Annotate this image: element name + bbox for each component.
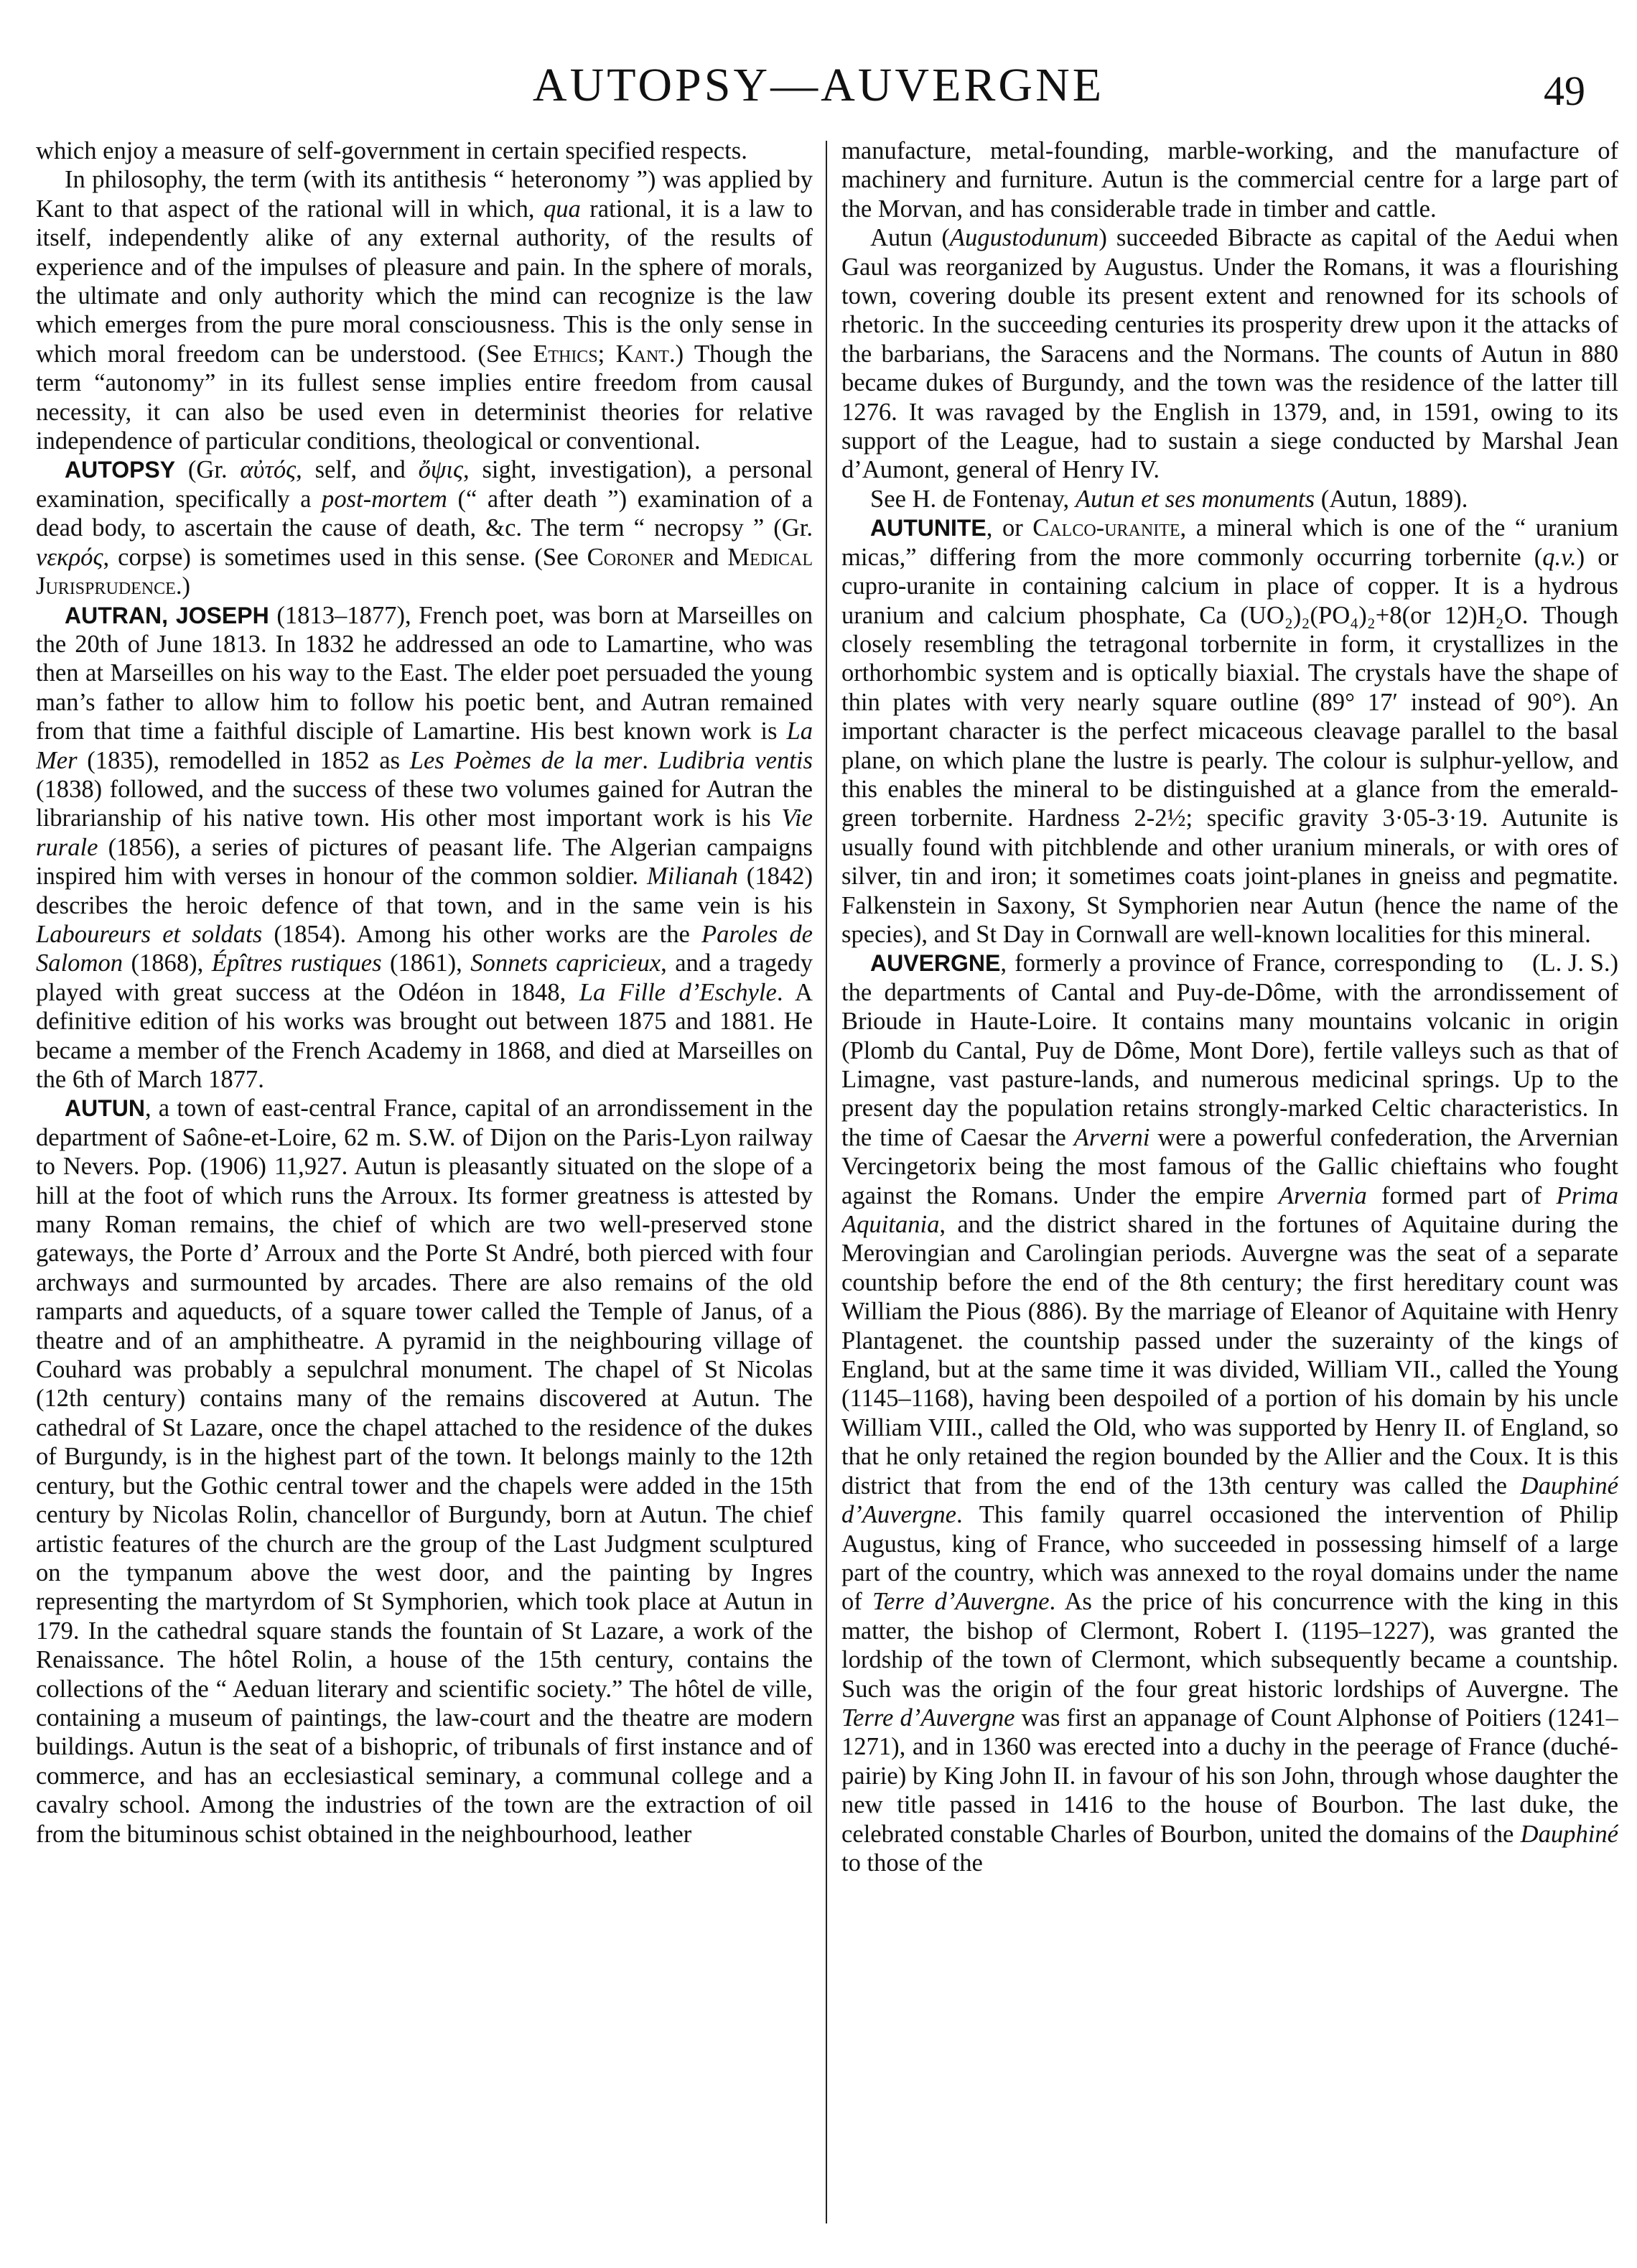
left-column xyxy=(36,136,813,2234)
page-header xyxy=(0,0,1637,122)
running-title: AUTOPSY—AUVERGNE xyxy=(532,59,1105,111)
entry-autun: AUTUN, a town of east-central France, capital of an arrondissement in the department of Saône-et-Loire, 62 m. S.W. of Dijon on the Paris-Lyon railway to Nevers. Pop. (1906) 11,927. Autun is pleasantly situated on the slope of a hill at the foot of which runs the Arroux. Its former greatness is attested by many Roman remains, the chief of which are two well-preserved stone gateways, the Porte d’ Arroux and the Porte St André, both pierced with four archways and surmounted by arcades. There are also remains of the old ramparts and aqueducts, of a square tower called the Temple of Janus, of a theatre and of an amphitheatre. A pyramid in the neighbouring village of Couhard was probably a sepulchral monument. The chapel of St Nicolas (12th century) contains many of the remains discovered at Autun. The cathedral of St Lazare, once the chapel attached to the residence of the dukes of Burgundy, is in the highest part of the town. It belongs mainly to the 12th century, but the Gothic central tower and the chapels were added in the 15th century by Nicolas Rolin, chancellor of Burgundy, born at Autun. The chief artistic features of the church are the group of the Last Judgment sculptured on the tympanum above the west door, and the painting by Ingres representing the martyrdom of St Symphorien, which took place at Autun in 179. In the cathedral square stands the fountain of St Lazare, a work of the Renaissance. The hôtel Rolin, a house of the 15th century, contains the collections of the “ Aeduan literary and scientific society.” The hôtel de ville, containing a museum of paintings, the law-court and the theatre are modern buildings. Autun is the seat of a bishopric, of tribunals of first instance and of commerce, and has an ecclesiastical seminary, a communal college and a cavalry school. Among the industries of the town are the extraction of oil from the bituminous schist obtained in the neighbourhood, leather xyxy=(36,1095,813,1848)
paragraph-autonomy-continued: which enjoy a measure of self-government in certain specified respects. xyxy=(36,137,747,164)
author-signature: (L. J. S.) xyxy=(1531,949,1618,977)
entry-autunite: AUTUNITE, or Calco-uranite, a mineral which is one of the “ uranium micas,” differing from the more commonly occurring torbernite (q.v.) or cupro-uranite in containing calcium in place of copper. It is a hydrous uranium and calcium phosphate, Ca (UO₂)₂(PO₄)₂+8(or 12)H₂O. Though closely resembling the tetragonal torbernite in form, it crystallizes in the orthorhombic system and is optically biaxial. The crystals have the shape of thin plates with very nearly square outline (89° 17′ instead of 90°). An important character is the perfect micaceous cleavage parallel to the basal plane, on which plane the lustre is pearly. The colour is sulphur-yellow, and this enables the mineral to be distinguished at a glance from the emerald-green torbernite. Hardness 2-2½; specific gravity 3·05-3·19. Autunite is usually found with pitchblende and other uranium minerals, or with ores of silver, tin and iron; it sometimes coats joint-planes in gneiss and pegmatite. Falkenstein in Saxony, St Symphorien near Autun (hence the name of the species), and St Day in Cornwall are well-known localities for this mineral. (L. J. S.) xyxy=(841,514,1618,977)
right-column xyxy=(841,136,1618,2234)
column-divider xyxy=(826,141,827,2223)
headword-autunite: AUTUNITE xyxy=(870,515,987,542)
paragraph-autun-continued: manufacture, metal-founding, marble-working, and the manufacture of machinery and furniture. Autun is the commercial centre for a large part of the Morvan, and has considerable trade in timber and cattle. xyxy=(841,137,1618,223)
entry-auvergne: AUVERGNE, formerly a province of France, corresponding to the departments of Cantal and Puy-de-Dôme, with the arrondissement of Brioude in Haute-Loire. It contains many mountains volcanic in origin (Plomb du Cantal, Puy de Dôme, Mont Dore), fertile valleys such as that of Limagne, vast pasture-lands, and numerous medicinal springs. Up to the present day the population retains strongly-marked Celtic characteristics. In the time of Caesar the Arverni were a powerful confederation, the Arvernian Vercingetorix being the most famous of the Gallic chieftains who fought against the Romans. Under the empire Arvernia formed part of Prima Aquitania, and the district shared in the fortunes of Aquitaine during the Merovingian and Carolingian periods. Auvergne was the seat of a separate countship before the end of the 8th century; the first hereditary count was William the Pious (886). By the marriage of Eleanor of Aquitaine with Henry Plantagenet. the countship passed under the suzerainty of the kings of England, but at the same time it was divided, William VII., called the Young (1145–1168), having been despoiled of a portion of his domain by his uncle William VIII., called the Old, who was supported by Henry II. of England, so that he only retained the region bounded by the Allier and the Coux. It is this district that from the end of the 13th century was called the Dauphiné d’Auvergne. This family quarrel occasioned the intervention of Philip Augustus, king of France, who succeeded in possessing himself of a large part of the country, which was annexed to the royal domains under the name of Terre d’Auvergne. As the price of his concurrence with the king in this matter, the bishop of Clermont, Robert I. (1195–1227), was granted the lordship of the town of Clermont, which subsequently became a countship. Such was the origin of the four great historic lordships of Auvergne. The Terre d’Auvergne was first an appanage of Count Alphonse of Poitiers (1241–1271), and in 1360 was erected into a duchy in the peerage of France (duché-pairie) by King John II. in favour of his son John, through whose daughter the new title passed in 1416 to the house of Bourbon. The last duke, the celebrated constable Charles of Bourbon, united the domains of the Dauphiné to those of the xyxy=(841,949,1618,1877)
paragraph-autonomy-philosophy: In philosophy, the term (with its antithesis “ heteronomy ”) was applied by Kant to that aspect of the rational will in which, qua rational, it is a law to itself, independently alike of any external authority, of the results of experience and of the impulses of pleasure and pain. In the sphere of morals, the ultimate and only authority which the mind can recognize is the law which emerges from the pure moral consciousness. This is the only sense in which moral freedom can be understood. (See Ethics; Kant.) Though the term “autonomy” in its fullest sense implies entire freedom from causal necessity, it can also be used even in determinist theories for relative independence of particular conditions, theological or conventional. xyxy=(36,166,813,455)
entry-autran: AUTRAN, JOSEPH (1813–1877), French poet, was born at Marseilles on the 20th of June 1813. In 1832 he addressed an ode to Lamartine, who was then at Marseilles on his way to the East. The elder poet persuaded the young man’s father to allow him to follow his poetic bent, and Autran remained from that time a faithful disciple of Lamartine. His best known work is La Mer (1835), remodelled in 1852 as Les Poèmes de la mer. Ludibria ventis (1838) followed, and the success of these two volumes gained for Autran the librarianship of his native town. His other most important work is his Vie rurale (1856), a series of pictures of peasant life. The Algerian campaigns inspired him with verses in honour of the common soldier. Milianah (1842) describes the heroic defence of that town, and in the same vein is his Laboureurs et soldats (1854). Among his other works are the Paroles de Salomon (1868), Épîtres rustiques (1861), Sonnets capricieux, and a tragedy played with great success at the Odéon in 1848, La Fille d’Eschyle. A definitive edition of his works was brought out between 1875 and 1881. He became a member of the French Academy in 1868, and died at Marseilles on the 6th of March 1877. xyxy=(36,601,813,1093)
entry-autopsy: AUTOPSY (Gr. αὐτός, self, and ὄψις, sight, investigation), a personal examination, specifically a post-mortem (“ after death ”) examination of a dead body, to ascertain the cause of death, &c. The term “ necropsy ” (Gr. νεκρός, corpse) is sometimes used in this sense. (See Coroner and Medical Jurisprudence.) xyxy=(36,456,813,600)
headword-autopsy: AUTOPSY xyxy=(65,457,176,483)
headword-autran: AUTRAN, JOSEPH xyxy=(65,602,269,628)
headword-auvergne: AUVERGNE xyxy=(870,950,1001,977)
headword-autun: AUTUN xyxy=(65,1095,145,1122)
paragraph-autun-history: Autun (Augustodunum) succeeded Bibracte as capital of the Aedui when Gaul was reorganized by Augustus. Under the Romans, it was a flourishing town, covering double its present extent and renowned for its schools of rhetoric. In the succeeding centuries its prosperity drew upon it the attacks of the barbarians, the Saracens and the Normans. The counts of Autun in 880 became dukes of Burgundy, and the town was the residence of the latter till 1276. It was ravaged by the English in 1379, and, in 1591, owing to its support of the League, had to sustain a siege conducted by Marshal Jean d’Aumont, general of Henry IV. xyxy=(841,224,1618,484)
page-number: 49 xyxy=(1544,68,1585,114)
paragraph-autun-reference: See H. de Fontenay, Autun et ses monuments (Autun, 1889). xyxy=(870,485,1468,513)
